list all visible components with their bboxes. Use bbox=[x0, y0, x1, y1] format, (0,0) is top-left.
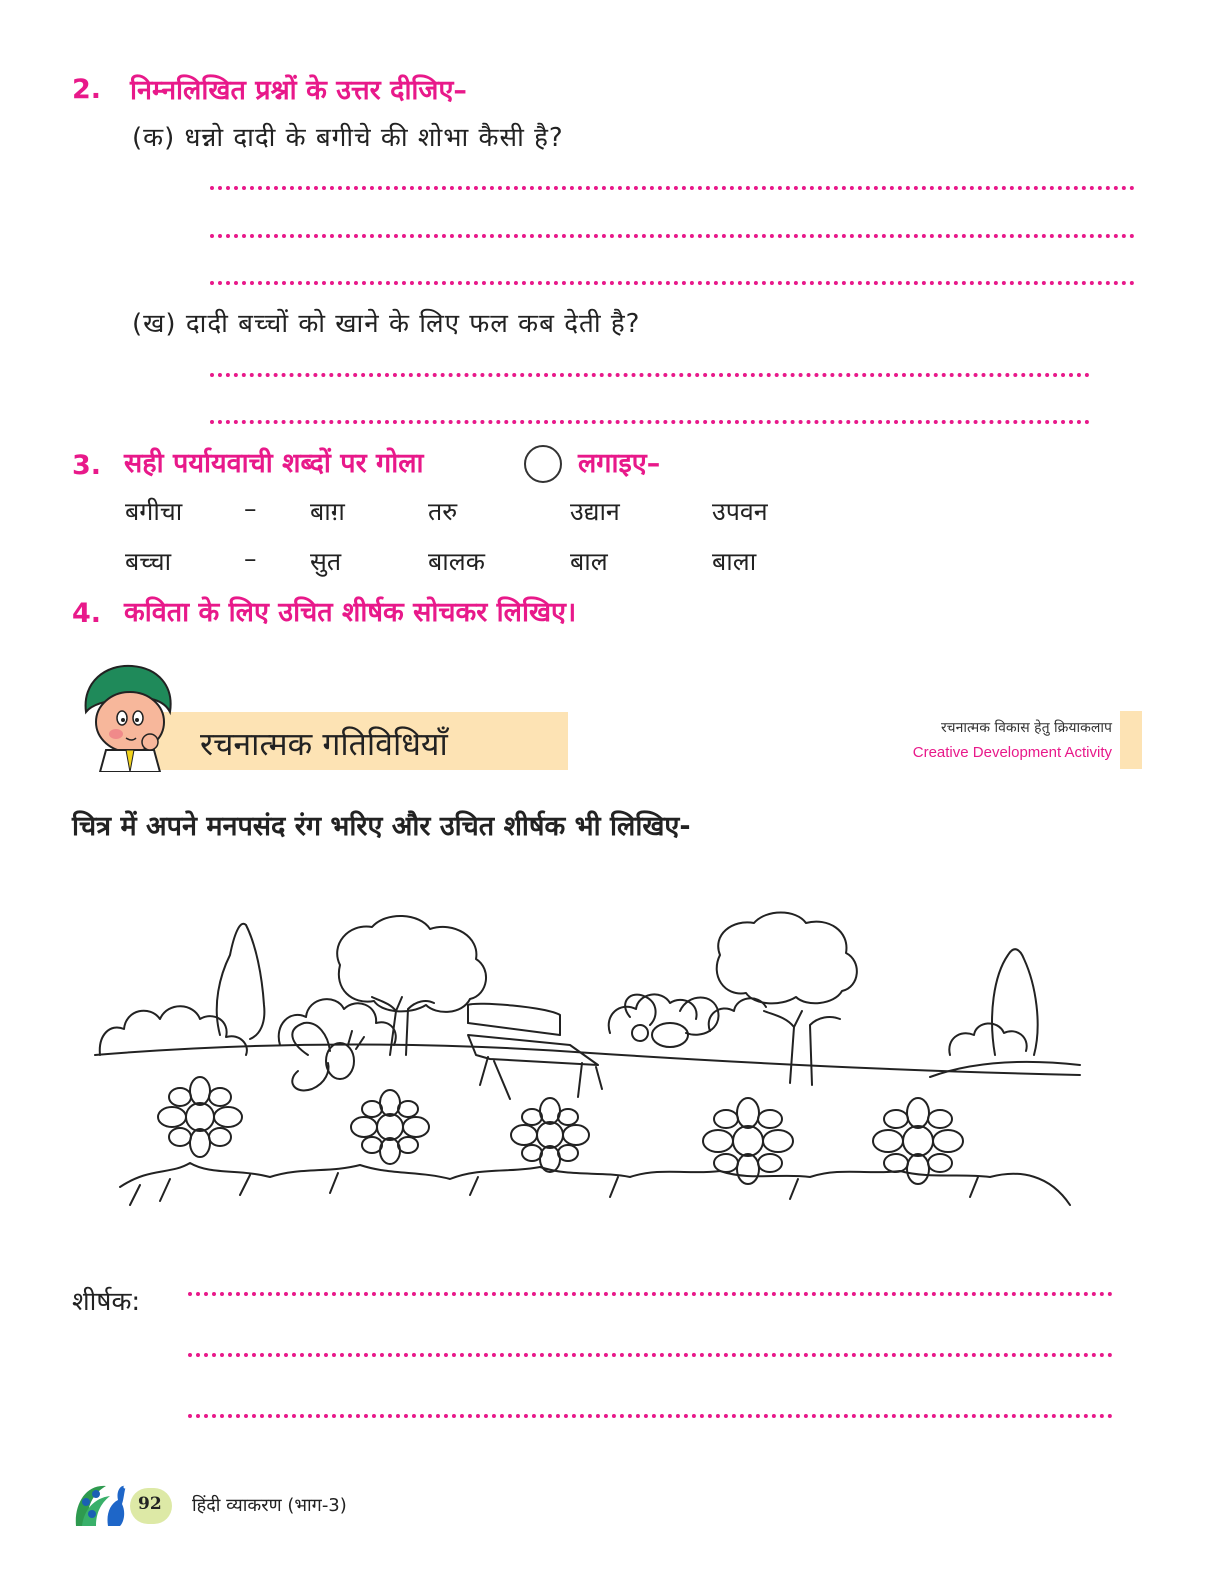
q3-row2-word: बच्चा bbox=[125, 547, 172, 576]
title-line[interactable] bbox=[188, 1353, 1113, 1357]
q3-row2-option[interactable]: बालक bbox=[428, 547, 485, 576]
butterfly-left bbox=[292, 1023, 364, 1091]
book-title: हिंदी व्याकरण (भाग-3) bbox=[192, 1495, 347, 1516]
side-label-hindi: रचनात्मक विकास हेतु क्रियाकलाप bbox=[940, 720, 1112, 736]
activity-banner-title: रचनात्मक गतिविधियाँ bbox=[200, 725, 448, 763]
title-line[interactable] bbox=[188, 1292, 1113, 1296]
q3-row2-option[interactable]: बाला bbox=[712, 547, 757, 576]
activity-instruction: चित्र में अपने मनपसंद रंग भरिए और उचित शीर्षक भी लिखिए- bbox=[72, 811, 691, 842]
q2-number: 2. bbox=[72, 74, 102, 105]
q3-row1-option[interactable]: उपवन bbox=[712, 497, 768, 526]
answer-line[interactable] bbox=[210, 234, 1135, 238]
q2-sub-b: (ख) दादी बच्चों को खाने के लिए फल कब देती है? bbox=[132, 309, 641, 339]
q3-row2-dash: – bbox=[244, 544, 257, 573]
q3-row1-option[interactable]: तरु bbox=[428, 497, 458, 526]
page-number: 92 bbox=[138, 1494, 162, 1514]
flower bbox=[511, 1098, 589, 1172]
q3-row1-word: बगीचा bbox=[125, 497, 183, 526]
q3-row1-option[interactable]: बाग़ bbox=[310, 497, 345, 526]
q4-number: 4. bbox=[72, 598, 102, 629]
q3-title-end: लगाइए– bbox=[578, 448, 661, 479]
answer-line[interactable] bbox=[210, 186, 1135, 190]
flower bbox=[351, 1090, 429, 1164]
answer-line[interactable] bbox=[210, 281, 1135, 285]
answer-line[interactable] bbox=[210, 420, 1090, 424]
q3-row2-option[interactable]: बाल bbox=[570, 547, 608, 576]
side-label-english: Creative Development Activity bbox=[912, 744, 1112, 761]
q3-title: सही पर्यायवाची शब्दों पर गोला bbox=[124, 448, 424, 479]
q3-row2-option[interactable]: सुत bbox=[310, 547, 342, 576]
q3-row1-dash: – bbox=[244, 494, 257, 523]
q2-sub-a: (क) धन्नो दादी के बगीचे की शोभा कैसी है? bbox=[132, 123, 564, 153]
circle-icon bbox=[522, 443, 564, 485]
q2-title: निम्नलिखित प्रश्नों के उत्तर दीजिए– bbox=[130, 75, 467, 106]
side-tab bbox=[1120, 711, 1142, 769]
boy-mascot-icon bbox=[78, 660, 178, 772]
title-line[interactable] bbox=[188, 1414, 1113, 1418]
title-label: शीर्षक: bbox=[72, 1287, 141, 1317]
q4-title: कविता के लिए उचित शीर्षक सोचकर लिखिए। bbox=[124, 597, 577, 628]
coloring-picture[interactable] bbox=[90, 905, 1090, 1225]
answer-line[interactable] bbox=[210, 373, 1090, 377]
q3-number: 3. bbox=[72, 450, 102, 481]
peacock-icon bbox=[72, 1474, 134, 1532]
flower bbox=[158, 1077, 242, 1157]
q3-row1-option[interactable]: उद्यान bbox=[570, 497, 620, 526]
